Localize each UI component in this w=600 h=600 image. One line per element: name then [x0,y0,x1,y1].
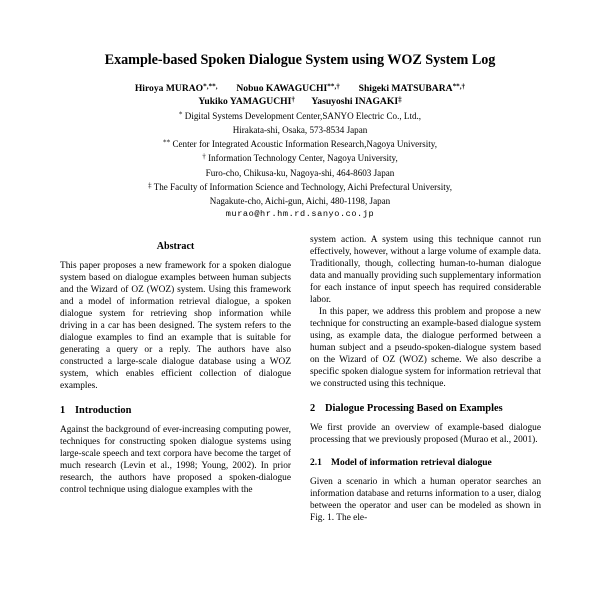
subsection-title: Model of information retrieval dialogue [331,458,492,469]
author-name: Nobuo KAWAGUCHI [236,83,328,95]
affiliation-mark: ** [162,138,171,147]
subsection-number: 2.1 [310,458,322,469]
affiliation-mark: * [178,110,183,119]
author-affiliation-mark: **,† [327,82,340,91]
affiliation-line [60,152,540,164]
section-title: Introduction [75,404,132,416]
author-affiliation-mark: *,**, [203,82,218,91]
affiliation-mark: ‡ [148,181,152,190]
affiliation-text: Nagakute-cho, Aichi-gun, Aichi, 480-1198, Japan [209,195,391,206]
affiliation-line [60,181,540,193]
affiliation-line [60,167,540,179]
affiliation-text: Center for Integrated Acoustic Information Research,Nagoya University, [172,139,438,150]
affiliation-mark: † [202,153,206,161]
abstract-text: This paper proposes a new framework for a spoken dialogue system based on dialogue examples between human subjects and the Wizard of OZ (WOZ) system. Using this framework and a model of information retrieval dialogue, a spoken dialogue system for retrieving shop information while driving in a car has been designed. The system refers to the dialogue examples to find an example that is suitable for generating a query or a reply. The authors have also constructed a large-scale dialogue database using a WOZ system, which enables efficient collection of dialogue examples. [60,260,291,391]
contact-email: murao@hr.hm.rd.sanyo.co.jp [225,208,375,219]
subsection-2-1-paragraph-1: Given a scenario in which a human operator searches an information database and returns information to a user, dialog between the operator and user can be modeled as shown in Fig. 1. The ele- [310,476,541,523]
section-heading-dialogue-processing [310,403,541,415]
author-name: Yukiko YAMAGUCHI [198,95,292,107]
affiliation-text: Furo-cho, Chikusa-ku, Nagoya-shi, 464-8603 Japan [205,167,395,178]
author-affiliation-mark: **,† [452,82,466,91]
author-name: Hiroya MURAO [134,83,204,95]
right-column [310,234,541,524]
author-line-2 [60,95,540,108]
affiliation-line [60,124,540,136]
affiliation-line [60,195,540,207]
section-number: 2 [310,402,316,414]
section-heading-introduction [60,405,291,417]
page-title: Example-based Spoken Dialogue System using WOZ System Log [104,52,496,68]
section-title: Dialogue Processing Based on Examples [325,402,503,414]
affiliation-text: Information Technology Center, Nagoya University, [208,153,398,164]
author-name: Shigeki MATSUBARA [358,83,453,95]
abstract-heading: Abstract [156,240,195,252]
right-paragraph-2: In this paper, we address this problem and propose a new technique for constructing an example-based dialogue system using, as example data, the dialogue performed between a human subject and a pseudo-spoken-dialogue system based on the Wizard of OZ (WOZ) scheme. We also describe a specific spoken dialogue system for information retrieval that we constructed using this technique. [310,306,541,389]
affiliation-text: Hirakata-shi, Osaka, 573-8534 Japan [232,125,368,136]
body-columns [60,234,540,524]
author-entry [356,83,465,94]
left-column [60,234,291,496]
author-entry [198,96,297,107]
affiliation-line [60,110,540,122]
author-affiliation-mark: † [291,95,295,104]
author-entry [234,83,342,94]
author-affiliation-mark: ‡ [398,95,402,104]
author-name: Yasuyoshi INAGAKI [311,95,399,107]
affiliation-text: The Faculty of Information Science and Technology, Aichi Prefectural University, [153,181,452,192]
author-line-1 [60,83,540,96]
author-entry [309,96,401,107]
affiliation-text: Digital Systems Development Center,SANYO Electric Co., Ltd., [184,111,422,122]
title-block [60,0,540,219]
section-number: 1 [60,404,66,416]
section-1-paragraph-1: Against the background of ever-increasing computing power, techniques for constructing spoken dialogue systems using large-scale speech and text corpora have become the target of much research (Levin et al., 1998; Young, 2002). In prior research, the authors have proposed a spoken-dialogue control technique using dialogue examples with the [60,425,291,496]
affiliation-line [60,138,540,150]
continued-paragraph: system action. A system using this technique cannot run effectively, however, without a large volume of example data. Traditionally, though, collecting human-to-human dialogue data and manually providing such supplementary information for each instance of input speech has required considerable labor. [310,234,541,305]
author-entry [135,83,220,94]
subsection-heading-model-of-information-retrieval-dialogue [310,458,541,469]
section-2-paragraph-1: We first provide an overview of example-based dialogue processing that we previously proposed (Murao et al., 2001). [310,423,541,446]
